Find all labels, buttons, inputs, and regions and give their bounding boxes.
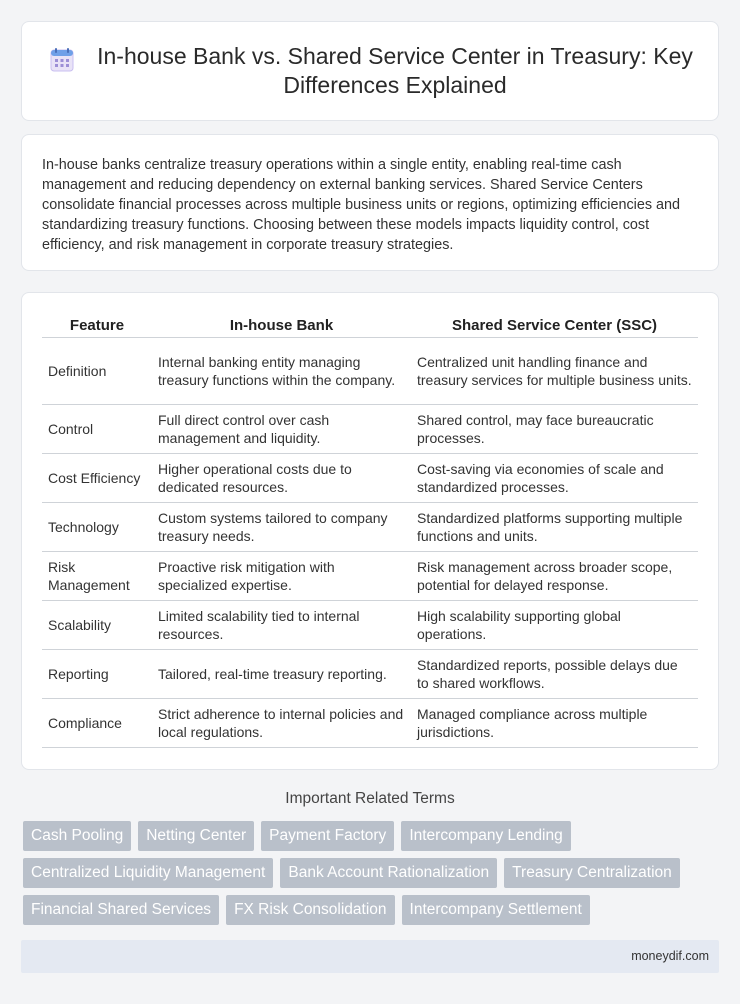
in-house-bank-cell: Strict adherence to internal policies and local regulations. <box>152 699 411 748</box>
table-row <box>42 503 698 552</box>
in-house-bank-cell: Proactive risk mitigation with specialized expertise. <box>152 552 411 601</box>
tag-cash-pooling[interactable]: Cash Pooling <box>23 821 131 851</box>
ssc-cell: Shared control, may face bureaucratic processes. <box>411 405 698 454</box>
comparison-table <box>42 315 698 748</box>
ssc-cell: Managed compliance across multiple jurisdictions. <box>411 699 698 748</box>
table-row <box>42 552 698 601</box>
ssc-cell: Risk management across broader scope, potential for delayed response. <box>411 552 698 601</box>
table-row <box>42 650 698 699</box>
feature-cell: Definition <box>42 338 152 405</box>
feature-cell: Control <box>42 405 152 454</box>
title-card <box>21 21 719 121</box>
table-row <box>42 338 698 405</box>
table-row <box>42 699 698 748</box>
tag-fx-risk-consolidation[interactable]: FX Risk Consolidation <box>226 895 394 925</box>
ssc-cell: High scalability supporting global operations. <box>411 601 698 650</box>
table-header-row <box>42 315 698 338</box>
table-row <box>42 405 698 454</box>
table-row <box>42 601 698 650</box>
footer-site-link[interactable]: moneydif.com <box>631 949 709 963</box>
feature-cell: Risk Management <box>42 552 152 601</box>
in-house-bank-cell: Full direct control over cash management and liquidity. <box>152 405 411 454</box>
tag-centralized-liquidity-management[interactable]: Centralized Liquidity Management <box>23 858 273 888</box>
feature-cell: Cost Efficiency <box>42 454 152 503</box>
feature-cell: Reporting <box>42 650 152 699</box>
related-terms-heading: Important Related Terms <box>285 790 455 807</box>
ssc-cell: Standardized reports, possible delays due to shared workflows. <box>411 650 698 699</box>
header-ssc: Shared Service Center (SSC) <box>411 315 698 338</box>
in-house-bank-cell: Higher operational costs due to dedicated resources. <box>152 454 411 503</box>
ssc-cell: Standardized platforms supporting multiple functions and units. <box>411 503 698 552</box>
header-in-house-bank: In-house Bank <box>152 315 411 338</box>
table-row <box>42 454 698 503</box>
comparison-card <box>21 292 719 770</box>
feature-cell: Technology <box>42 503 152 552</box>
page-title: In-house Bank vs. Shared Service Center in Treasury: Key Differences Explained <box>97 43 693 98</box>
tag-bank-account-rationalization[interactable]: Bank Account Rationalization <box>280 858 497 888</box>
in-house-bank-cell: Custom systems tailored to company treasury needs. <box>152 503 411 552</box>
in-house-bank-cell: Tailored, real-time treasury reporting. <box>152 650 411 699</box>
in-house-bank-cell: Internal banking entity managing treasury functions within the company. <box>152 338 411 405</box>
tag-intercompany-settlement[interactable]: Intercompany Settlement <box>402 895 590 925</box>
tag-treasury-centralization[interactable]: Treasury Centralization <box>504 858 680 888</box>
intro-paragraph: In-house banks centralize treasury operations within a single entity, enabling real-time cash management and reducing dependency on external banking services. Shared Service Centers consolidate financial processes across multiple business units or regions, optimizing efficiencies and standardizing treasury functions. Choosing between these models impacts liquidity control, cost efficiency, and risk management in corporate treasury strategies. <box>42 157 681 253</box>
ssc-cell: Cost-saving via economies of scale and standardized processes. <box>411 454 698 503</box>
tag-netting-center[interactable]: Netting Center <box>138 821 254 851</box>
tag-payment-factory[interactable]: Payment Factory <box>261 821 394 851</box>
in-house-bank-cell: Limited scalability tied to internal resources. <box>152 601 411 650</box>
header-feature: Feature <box>42 315 152 338</box>
feature-cell: Compliance <box>42 699 152 748</box>
footer <box>21 940 719 973</box>
feature-cell: Scalability <box>42 601 152 650</box>
intro-card <box>21 134 719 271</box>
related-terms-list <box>23 821 723 932</box>
tag-financial-shared-services[interactable]: Financial Shared Services <box>23 895 219 925</box>
tag-intercompany-lending[interactable]: Intercompany Lending <box>401 821 570 851</box>
ssc-cell: Centralized unit handling finance and treasury services for multiple business units. <box>411 338 698 405</box>
